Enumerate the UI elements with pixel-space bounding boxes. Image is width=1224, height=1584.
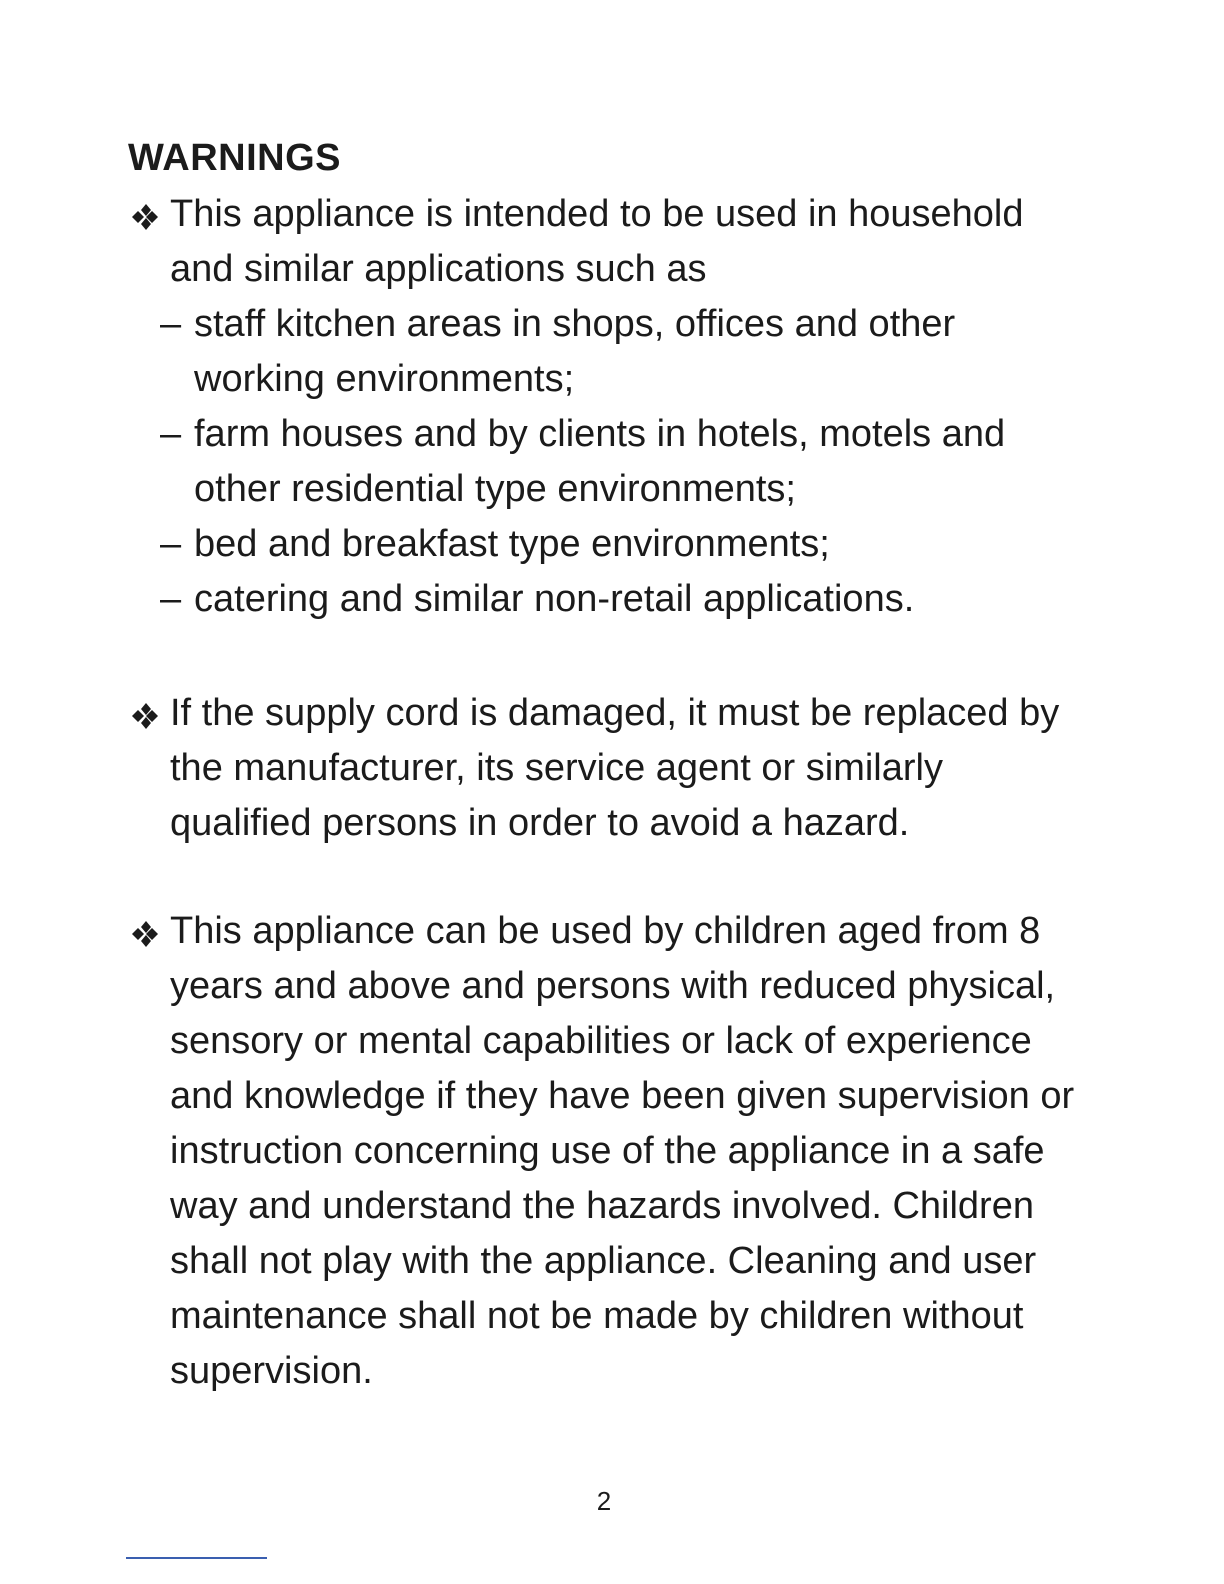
four-diamond-bullet-icon — [128, 920, 164, 948]
warning-item — [128, 686, 1088, 851]
list-item-text: farm houses and by clients in hotels, motels and other residential type environments; — [194, 413, 1006, 510]
warning-bullet-row — [128, 686, 1088, 851]
list-item-text: bed and breakfast type environments; — [194, 523, 830, 565]
application-list — [128, 297, 1088, 627]
four-diamond-bullet-icon — [128, 702, 164, 730]
list-item — [128, 407, 1088, 517]
warning-bullet-row — [128, 904, 1088, 1399]
four-diamond-bullet-icon — [128, 203, 164, 231]
warning-item — [128, 904, 1088, 1399]
dash-marker: – — [160, 523, 182, 565]
dash-marker: – — [160, 578, 182, 620]
warning-bullet-row — [128, 187, 1088, 297]
warning-text: This appliance can be used by children aged from 8 years and above and persons with reduced physical, sensory or mental capabilities or lack of experience and knowledge if they have been given supervision or instruction concerning use of the appliance in a safe way and understand the hazards involved. Children shall not play with the appliance. Cleaning and user maintenance shall not be made by children without supervision. — [170, 910, 1075, 1392]
dash-marker: – — [160, 303, 182, 345]
list-item — [128, 572, 1088, 627]
warning-item — [128, 187, 1088, 627]
list-item-text: catering and similar non-retail applications. — [194, 578, 915, 620]
list-item-text: staff kitchen areas in shops, offices and other working environments; — [194, 303, 956, 400]
warning-text: This appliance is intended to be used in household and similar applications such as — [170, 193, 1024, 290]
footer-rule — [126, 1557, 267, 1559]
page-number: 2 — [596, 1486, 612, 1516]
list-item — [128, 297, 1088, 407]
warnings-heading: WARNINGS — [128, 137, 341, 179]
list-item — [128, 517, 1088, 572]
warning-text: If the supply cord is damaged, it must be replaced by the manufacturer, its service agent or similarly qualified persons in order to avoid a hazard. — [170, 692, 1060, 844]
dash-marker: – — [160, 413, 182, 455]
